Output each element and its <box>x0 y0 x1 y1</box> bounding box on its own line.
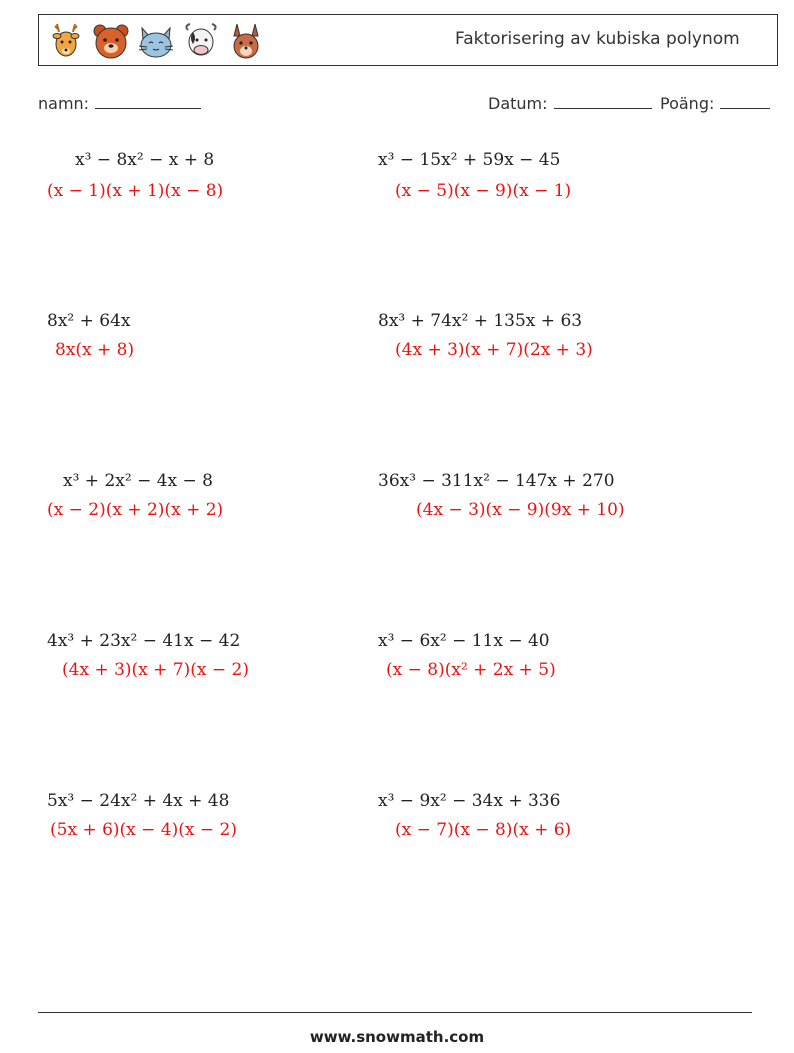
problem-expression: 36x³ − 311x² − 147x + 270 <box>378 471 615 491</box>
squirrel-icon <box>225 20 267 62</box>
problem-expression: x³ − 9x² − 34x + 336 <box>378 791 561 811</box>
cow-icon <box>180 20 222 62</box>
bear-icon <box>90 20 132 62</box>
animal-icons <box>45 19 267 63</box>
name-field[interactable] <box>38 94 201 113</box>
score-label: Poäng: <box>660 94 715 113</box>
score-line[interactable] <box>720 94 770 109</box>
problem-expression: x³ − 15x² + 59x − 45 <box>378 150 561 170</box>
problem-expression: 8x³ + 74x² + 135x + 63 <box>378 311 583 331</box>
problem-answer: 8x(x + 8) <box>55 340 135 360</box>
page-title: Faktorisering av kubiska polynom <box>455 29 740 49</box>
problem-expression: x³ + 2x² − 4x − 8 <box>63 471 213 491</box>
problem-expression: 5x³ − 24x² + 4x + 48 <box>47 791 230 811</box>
problem-answer: (x − 1)(x + 1)(x − 8) <box>47 181 224 201</box>
date-field[interactable] <box>488 94 652 113</box>
problem-expression: x³ − 8x² − x + 8 <box>75 150 215 170</box>
name-line[interactable] <box>95 94 201 109</box>
date-label: Datum: <box>488 94 548 113</box>
problem-expression: x³ − 6x² − 11x − 40 <box>378 631 550 651</box>
problem-answer: (4x + 3)(x + 7)(2x + 3) <box>395 340 593 360</box>
problem-answer: (4x − 3)(x − 9)(9x + 10) <box>416 500 625 520</box>
footer-divider <box>38 1012 752 1013</box>
cat-icon <box>135 20 177 62</box>
score-field[interactable] <box>660 94 770 113</box>
deer-icon <box>45 20 87 62</box>
footer-website[interactable]: www.snowmath.com <box>309 1028 485 1046</box>
problem-answer: (x − 5)(x − 9)(x − 1) <box>395 181 572 201</box>
problem-answer: (5x + 6)(x − 4)(x − 2) <box>50 820 237 840</box>
date-line[interactable] <box>554 94 652 109</box>
name-label: namn: <box>38 94 90 113</box>
problem-expression: 4x³ + 23x² − 41x − 42 <box>47 631 241 651</box>
problem-expression: 8x² + 64x <box>47 311 131 331</box>
header-box <box>38 14 778 66</box>
problem-answer: (x − 2)(x + 2)(x + 2) <box>47 500 224 520</box>
problem-answer: (x − 8)(x² + 2x + 5) <box>386 660 556 680</box>
problem-answer: (4x + 3)(x + 7)(x − 2) <box>62 660 249 680</box>
problem-answer: (x − 7)(x − 8)(x + 6) <box>395 820 572 840</box>
